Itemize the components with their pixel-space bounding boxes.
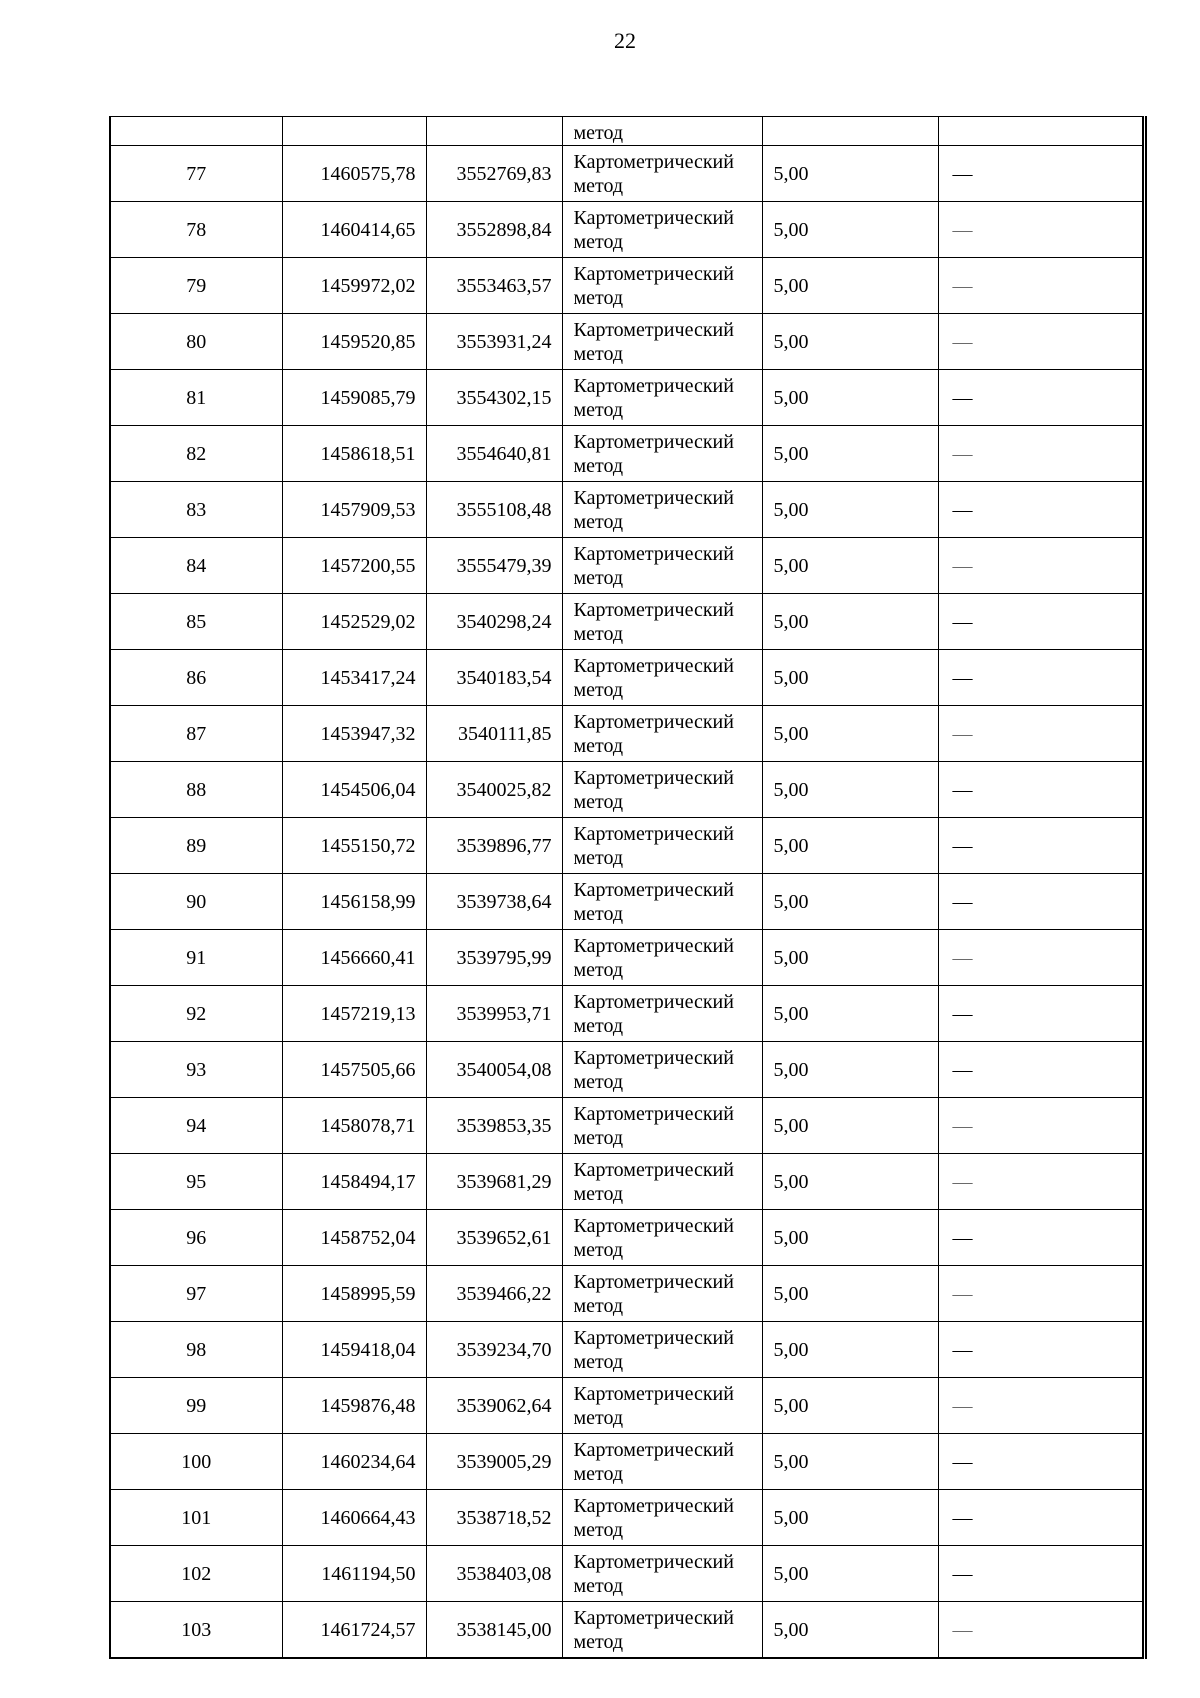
table-row bbox=[110, 1378, 1144, 1434]
cell-x: 1458752,04 bbox=[282, 1210, 426, 1266]
cell-y: 3554302,15 bbox=[426, 370, 562, 426]
method-line-1: Картометрический bbox=[573, 1438, 734, 1461]
method-line-1: Картометрический bbox=[573, 934, 734, 957]
cell-accuracy: 5,00 bbox=[762, 706, 938, 762]
method-line-2: метод bbox=[573, 1126, 624, 1149]
cell-num: 100 bbox=[110, 1434, 282, 1490]
cell-accuracy: 5,00 bbox=[762, 426, 938, 482]
table-row bbox=[110, 762, 1144, 818]
dash-mark: — bbox=[952, 1562, 973, 1585]
method-line-2: метод bbox=[573, 1350, 624, 1373]
page-number: 22 bbox=[614, 28, 636, 53]
dash-mark: — bbox=[952, 1338, 973, 1361]
table-row bbox=[110, 986, 1144, 1042]
dash-mark: — bbox=[952, 1114, 973, 1137]
cell-accuracy: 5,00 bbox=[762, 1266, 938, 1322]
dash-mark: — bbox=[952, 162, 973, 185]
cell-num: 77 bbox=[110, 146, 282, 202]
cell-num: 95 bbox=[110, 1154, 282, 1210]
cell-x: 1458078,71 bbox=[282, 1098, 426, 1154]
cell-description bbox=[938, 314, 1144, 370]
table-row bbox=[110, 258, 1144, 314]
cell-accuracy: 5,00 bbox=[762, 762, 938, 818]
dash-mark: — bbox=[952, 1170, 973, 1193]
method-line-1: Картометрический bbox=[573, 1102, 734, 1125]
cell-method bbox=[562, 1154, 762, 1210]
table-row bbox=[110, 1098, 1144, 1154]
dash-mark: — bbox=[952, 1618, 973, 1641]
method-line-2: метод bbox=[573, 230, 624, 253]
method-line-1: Картометрический bbox=[573, 598, 734, 621]
cell-num bbox=[110, 117, 282, 146]
dash-mark: — bbox=[952, 946, 973, 969]
method-line-2: метод bbox=[573, 286, 624, 309]
cell-y: 3539062,64 bbox=[426, 1378, 562, 1434]
method-line-1: Картометрический bbox=[573, 1494, 734, 1517]
method-line-2: метод bbox=[573, 1014, 624, 1037]
cell-description bbox=[938, 1042, 1144, 1098]
table-row bbox=[110, 370, 1144, 426]
method-line-1: Картометрический bbox=[573, 150, 734, 173]
method-line-1: Картометрический bbox=[573, 1270, 734, 1293]
table-row bbox=[110, 1434, 1144, 1490]
cell-x: 1459085,79 bbox=[282, 370, 426, 426]
cell-description bbox=[938, 762, 1144, 818]
dash-mark: — bbox=[952, 218, 973, 241]
cell-accuracy: 5,00 bbox=[762, 1154, 938, 1210]
method-line-2: метод bbox=[573, 1574, 624, 1597]
method-line-1: Картометрический bbox=[573, 1606, 734, 1629]
method-line-2: метод bbox=[573, 1518, 624, 1541]
cell-method bbox=[562, 1602, 762, 1659]
cell-num: 91 bbox=[110, 930, 282, 986]
method-line-1: Картометрический bbox=[573, 1214, 734, 1237]
cell-y: 3539953,71 bbox=[426, 986, 562, 1042]
cell-y: 3555479,39 bbox=[426, 538, 562, 594]
cell-num: 83 bbox=[110, 482, 282, 538]
cell-x: 1459418,04 bbox=[282, 1322, 426, 1378]
table-row bbox=[110, 314, 1144, 370]
method-line-1: Картометрический bbox=[573, 654, 734, 677]
cell-num: 82 bbox=[110, 426, 282, 482]
cell-method bbox=[562, 706, 762, 762]
cell-description bbox=[938, 818, 1144, 874]
cell-description bbox=[938, 370, 1144, 426]
cell-num: 89 bbox=[110, 818, 282, 874]
method-line-1: Картометрический bbox=[573, 1326, 734, 1349]
cell-description bbox=[938, 874, 1144, 930]
cell-x: 1457200,55 bbox=[282, 538, 426, 594]
cell-description bbox=[938, 1490, 1144, 1546]
cell-accuracy bbox=[762, 117, 938, 146]
cell-y: 3540298,24 bbox=[426, 594, 562, 650]
method-line-1: Картометрический bbox=[573, 1158, 734, 1181]
method-line-2: метод bbox=[573, 1462, 624, 1485]
table-row bbox=[110, 650, 1144, 706]
cell-num: 101 bbox=[110, 1490, 282, 1546]
cell-description bbox=[938, 1378, 1144, 1434]
cell-num: 92 bbox=[110, 986, 282, 1042]
method-line-2: метод bbox=[573, 1182, 624, 1205]
cell-num: 102 bbox=[110, 1546, 282, 1602]
cell-num: 81 bbox=[110, 370, 282, 426]
cell-x: 1460664,43 bbox=[282, 1490, 426, 1546]
cell-y: 3539005,29 bbox=[426, 1434, 562, 1490]
cell-y: 3552769,83 bbox=[426, 146, 562, 202]
dash-mark: — bbox=[952, 1002, 973, 1025]
cell-method bbox=[562, 1042, 762, 1098]
cell-y: 3540111,85 bbox=[426, 706, 562, 762]
table-row bbox=[110, 1154, 1144, 1210]
cell-method bbox=[562, 1490, 762, 1546]
cell-method bbox=[562, 1210, 762, 1266]
cell-accuracy: 5,00 bbox=[762, 1602, 938, 1659]
cell-num: 86 bbox=[110, 650, 282, 706]
cell-y: 3538718,52 bbox=[426, 1490, 562, 1546]
cell-accuracy: 5,00 bbox=[762, 370, 938, 426]
cell-method bbox=[562, 258, 762, 314]
cell-num: 78 bbox=[110, 202, 282, 258]
method-line-1: Картометрический bbox=[573, 766, 734, 789]
table-row bbox=[110, 818, 1144, 874]
method-line-2: метод bbox=[573, 734, 624, 757]
cell-accuracy: 5,00 bbox=[762, 538, 938, 594]
cell-y: 3554640,81 bbox=[426, 426, 562, 482]
method-line-2: метод bbox=[573, 566, 624, 589]
cell-method bbox=[562, 202, 762, 258]
cell-description bbox=[938, 202, 1144, 258]
cell-x: 1457219,13 bbox=[282, 986, 426, 1042]
table-row bbox=[110, 538, 1144, 594]
cell-description bbox=[938, 1434, 1144, 1490]
dash-mark: — bbox=[952, 330, 973, 353]
cell-accuracy: 5,00 bbox=[762, 818, 938, 874]
dash-mark: — bbox=[952, 274, 973, 297]
cell-num: 98 bbox=[110, 1322, 282, 1378]
cell-x: 1456158,99 bbox=[282, 874, 426, 930]
table-row bbox=[110, 426, 1144, 482]
cell-description bbox=[938, 1546, 1144, 1602]
cell-y bbox=[426, 117, 562, 146]
dash-mark: — bbox=[952, 1506, 973, 1529]
cell-y: 3538145,00 bbox=[426, 1602, 562, 1659]
cell-accuracy: 5,00 bbox=[762, 594, 938, 650]
method-line-2: метод bbox=[573, 510, 624, 533]
method-line-2: метод bbox=[573, 846, 624, 869]
cell-accuracy: 5,00 bbox=[762, 1378, 938, 1434]
cell-x: 1458494,17 bbox=[282, 1154, 426, 1210]
cell-description bbox=[938, 146, 1144, 202]
cell-method bbox=[562, 314, 762, 370]
cell-description bbox=[938, 538, 1144, 594]
method-line-2: метод bbox=[573, 1406, 624, 1429]
cell-method bbox=[562, 986, 762, 1042]
table-row bbox=[110, 1210, 1144, 1266]
method-line-1: Картометрический bbox=[573, 206, 734, 229]
cell-y: 3553463,57 bbox=[426, 258, 562, 314]
cell-description bbox=[938, 986, 1144, 1042]
method-line-2: метод bbox=[573, 958, 624, 981]
method-line-1: Картометрический bbox=[573, 318, 734, 341]
table-row bbox=[110, 1266, 1144, 1322]
cell-x: 1459876,48 bbox=[282, 1378, 426, 1434]
cell-x: 1461724,57 bbox=[282, 1602, 426, 1659]
cell-description bbox=[938, 1322, 1144, 1378]
cell-x bbox=[282, 117, 426, 146]
method-line-2: метод bbox=[573, 398, 624, 421]
cell-x: 1452529,02 bbox=[282, 594, 426, 650]
method-line-2: метод bbox=[573, 1238, 624, 1261]
method-line-1: Картометрический bbox=[573, 262, 734, 285]
cell-y: 3539652,61 bbox=[426, 1210, 562, 1266]
table-row bbox=[110, 202, 1144, 258]
method-line-1: Картометрический bbox=[573, 374, 734, 397]
cell-description bbox=[938, 482, 1144, 538]
cell-x: 1456660,41 bbox=[282, 930, 426, 986]
table-row bbox=[110, 1322, 1144, 1378]
cell-method bbox=[562, 1546, 762, 1602]
cell-method bbox=[562, 1434, 762, 1490]
cell-method bbox=[562, 594, 762, 650]
cell-description bbox=[938, 594, 1144, 650]
cell-y: 3539738,64 bbox=[426, 874, 562, 930]
cell-accuracy: 5,00 bbox=[762, 874, 938, 930]
cell-description bbox=[938, 1210, 1144, 1266]
cell-method bbox=[562, 426, 762, 482]
cell-num: 80 bbox=[110, 314, 282, 370]
cell-y: 3539234,70 bbox=[426, 1322, 562, 1378]
cell-y: 3540183,54 bbox=[426, 650, 562, 706]
cell-accuracy: 5,00 bbox=[762, 650, 938, 706]
dash-mark: — bbox=[952, 778, 973, 801]
cell-method bbox=[562, 482, 762, 538]
cell-method bbox=[562, 146, 762, 202]
dash-mark: — bbox=[952, 610, 973, 633]
cell-y: 3539853,35 bbox=[426, 1098, 562, 1154]
method-line-2: метод bbox=[573, 902, 624, 925]
cell-accuracy: 5,00 bbox=[762, 482, 938, 538]
cell-num: 85 bbox=[110, 594, 282, 650]
dash-mark: — bbox=[952, 554, 973, 577]
cell-accuracy: 5,00 bbox=[762, 314, 938, 370]
cell-x: 1454506,04 bbox=[282, 762, 426, 818]
table-row bbox=[110, 146, 1144, 202]
cell-accuracy: 5,00 bbox=[762, 1098, 938, 1154]
cell-num: 79 bbox=[110, 258, 282, 314]
cell-method bbox=[562, 538, 762, 594]
cell-x: 1459972,02 bbox=[282, 258, 426, 314]
cell-x: 1455150,72 bbox=[282, 818, 426, 874]
cell-description bbox=[938, 650, 1144, 706]
method-line-2: метод bbox=[573, 1294, 624, 1317]
table-body bbox=[110, 117, 1144, 1659]
table-row bbox=[110, 594, 1144, 650]
table-row bbox=[110, 1546, 1144, 1602]
dash-mark: — bbox=[952, 1058, 973, 1081]
method-line-1: Картометрический bbox=[573, 1046, 734, 1069]
cell-y: 3553931,24 bbox=[426, 314, 562, 370]
method-line-1: Картометрический bbox=[573, 430, 734, 453]
dash-mark: — bbox=[952, 1226, 973, 1249]
cell-num: 88 bbox=[110, 762, 282, 818]
cell-accuracy: 5,00 bbox=[762, 146, 938, 202]
method-line-1: Картометрический bbox=[573, 878, 734, 901]
method-line-2: метод bbox=[573, 1630, 624, 1653]
cell-accuracy: 5,00 bbox=[762, 202, 938, 258]
method-line-1: Картометрический bbox=[573, 1382, 734, 1405]
dash-mark: — bbox=[952, 722, 973, 745]
cell-method bbox=[562, 1098, 762, 1154]
dash-mark: — bbox=[952, 890, 973, 913]
cell-description bbox=[938, 706, 1144, 762]
dash-mark: — bbox=[952, 1450, 973, 1473]
cell-accuracy: 5,00 bbox=[762, 986, 938, 1042]
cell-description bbox=[938, 117, 1144, 146]
cell-y: 3539466,22 bbox=[426, 1266, 562, 1322]
cell-num: 96 bbox=[110, 1210, 282, 1266]
table-row bbox=[110, 930, 1144, 986]
table-row bbox=[110, 874, 1144, 930]
dash-mark: — bbox=[952, 834, 973, 857]
cell-description bbox=[938, 1098, 1144, 1154]
table-row bbox=[110, 1490, 1144, 1546]
method-line-2: метод bbox=[573, 678, 624, 701]
table-row bbox=[110, 1042, 1144, 1098]
cell-description bbox=[938, 930, 1144, 986]
table-row-continued bbox=[110, 117, 1144, 146]
cell-num: 97 bbox=[110, 1266, 282, 1322]
method-line-1: Картометрический bbox=[573, 822, 734, 845]
method-line-1: Картометрический bbox=[573, 542, 734, 565]
cell-num: 84 bbox=[110, 538, 282, 594]
method-line-1: Картометрический bbox=[573, 990, 734, 1013]
cell-x: 1460234,64 bbox=[282, 1434, 426, 1490]
cell-method bbox=[562, 370, 762, 426]
cell-x: 1457505,66 bbox=[282, 1042, 426, 1098]
cell-description bbox=[938, 426, 1144, 482]
table-row bbox=[110, 1602, 1144, 1659]
cell-x: 1453947,32 bbox=[282, 706, 426, 762]
cell-method bbox=[562, 1322, 762, 1378]
cell-accuracy: 5,00 bbox=[762, 1322, 938, 1378]
cell-description bbox=[938, 258, 1144, 314]
cell-num: 87 bbox=[110, 706, 282, 762]
cell-x: 1453417,24 bbox=[282, 650, 426, 706]
cell-method bbox=[562, 930, 762, 986]
dash-mark: — bbox=[952, 1394, 973, 1417]
cell-x: 1460575,78 bbox=[282, 146, 426, 202]
table-row bbox=[110, 482, 1144, 538]
cell-method bbox=[562, 650, 762, 706]
cell-y: 3552898,84 bbox=[426, 202, 562, 258]
cell-method bbox=[562, 1378, 762, 1434]
cell-method: метод bbox=[562, 117, 762, 146]
method-line-2: метод bbox=[573, 454, 624, 477]
cell-x: 1458995,59 bbox=[282, 1266, 426, 1322]
cell-accuracy: 5,00 bbox=[762, 1434, 938, 1490]
cell-y: 3540054,08 bbox=[426, 1042, 562, 1098]
cell-accuracy: 5,00 bbox=[762, 930, 938, 986]
table-row bbox=[110, 706, 1144, 762]
cell-x: 1460414,65 bbox=[282, 202, 426, 258]
dash-mark: — bbox=[952, 666, 973, 689]
cell-accuracy: 5,00 bbox=[762, 1042, 938, 1098]
cell-description bbox=[938, 1602, 1144, 1659]
cell-num: 99 bbox=[110, 1378, 282, 1434]
method-line-1: Картометрический bbox=[573, 710, 734, 733]
cell-accuracy: 5,00 bbox=[762, 1210, 938, 1266]
method-line-2: метод bbox=[573, 342, 624, 365]
method-line-1: Картометрический bbox=[573, 486, 734, 509]
cell-method bbox=[562, 818, 762, 874]
cell-y: 3538403,08 bbox=[426, 1546, 562, 1602]
cell-description bbox=[938, 1266, 1144, 1322]
cell-method bbox=[562, 1266, 762, 1322]
cell-num: 90 bbox=[110, 874, 282, 930]
dash-mark: — bbox=[952, 442, 973, 465]
cell-num: 103 bbox=[110, 1602, 282, 1659]
dash-mark: — bbox=[952, 498, 973, 521]
method-line-1: Картометрический bbox=[573, 1550, 734, 1573]
cell-x: 1458618,51 bbox=[282, 426, 426, 482]
cell-accuracy: 5,00 bbox=[762, 258, 938, 314]
cell-y: 3539795,99 bbox=[426, 930, 562, 986]
dash-mark: — bbox=[952, 1282, 973, 1305]
cell-num: 93 bbox=[110, 1042, 282, 1098]
method-line-2: метод bbox=[573, 174, 624, 197]
coordinates-table bbox=[109, 116, 1147, 1659]
method-line-2: метод bbox=[573, 1070, 624, 1093]
cell-y: 3539896,77 bbox=[426, 818, 562, 874]
cell-num: 94 bbox=[110, 1098, 282, 1154]
cell-y: 3555108,48 bbox=[426, 482, 562, 538]
dash-mark: — bbox=[952, 386, 973, 409]
cell-description bbox=[938, 1154, 1144, 1210]
cell-accuracy: 5,00 bbox=[762, 1546, 938, 1602]
cell-method bbox=[562, 874, 762, 930]
cell-y: 3540025,82 bbox=[426, 762, 562, 818]
cell-y: 3539681,29 bbox=[426, 1154, 562, 1210]
cell-accuracy: 5,00 bbox=[762, 1490, 938, 1546]
method-line-2: метод bbox=[573, 790, 624, 813]
method-line-2: метод bbox=[573, 622, 624, 645]
cell-method bbox=[562, 762, 762, 818]
cell-x: 1459520,85 bbox=[282, 314, 426, 370]
cell-x: 1461194,50 bbox=[282, 1546, 426, 1602]
cell-x: 1457909,53 bbox=[282, 482, 426, 538]
